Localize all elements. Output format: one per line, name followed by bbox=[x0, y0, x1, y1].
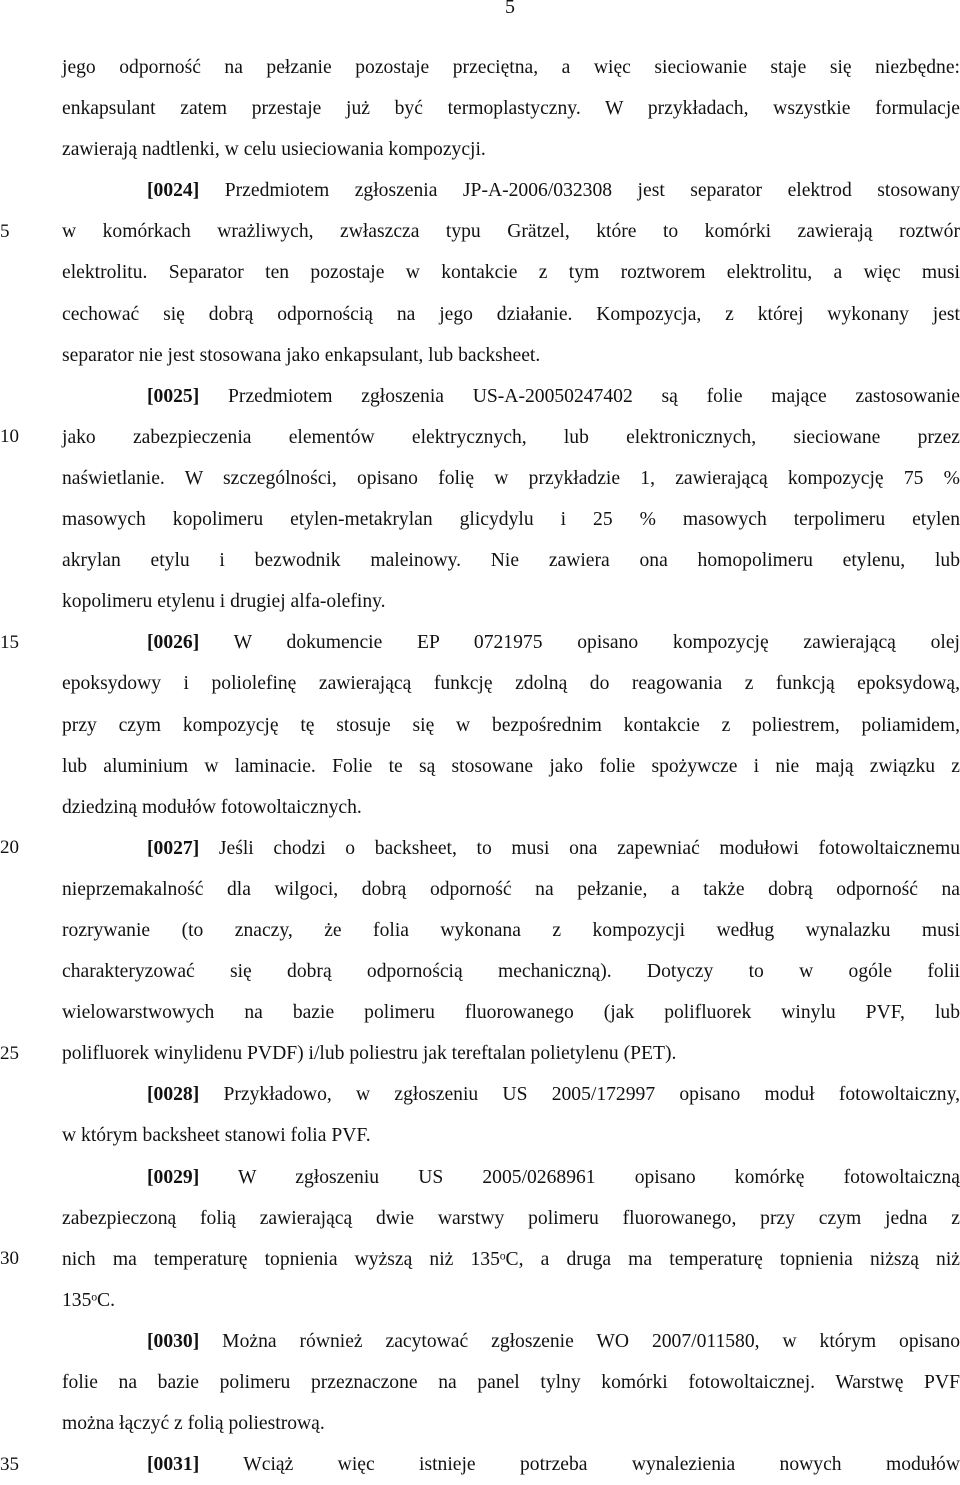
text-line bbox=[62, 1157, 960, 1198]
text-line bbox=[62, 1198, 960, 1239]
text-line bbox=[62, 705, 960, 746]
line-text: nich ma temperaturę topnienia wyższą niż 135ᵒC, a druga ma temperaturę topnienia niższą niż bbox=[62, 1248, 960, 1270]
paragraph-number: [0031] bbox=[147, 1454, 200, 1476]
line-text: W zgłoszeniu US 2005/0268961 opisano komórkę fotowoltaiczną bbox=[199, 1166, 960, 1188]
text-line bbox=[62, 540, 960, 581]
line-text: w którym backsheet stanowi folia PVF. bbox=[62, 1125, 371, 1147]
text-line bbox=[62, 869, 960, 910]
line-text: naświetlanie. W szczególności, opisano folię w przykładzie 1, zawierającą kompozycję 75 % bbox=[62, 467, 960, 489]
paragraph-number: [0028] bbox=[147, 1084, 200, 1106]
text-line bbox=[62, 1362, 960, 1403]
text-line bbox=[62, 458, 960, 499]
line-text: jego odporność na pełzanie pozostaje przeciętna, a więc sieciowanie staje się niezbędne: bbox=[62, 57, 960, 78]
text-line bbox=[62, 787, 960, 828]
text-line bbox=[62, 1444, 960, 1485]
line-text: charakteryzować się dobrą odpornością mechaniczną). Dotyczy to w ogóle folii bbox=[62, 961, 960, 983]
line-text: Można również zacytować zgłoszenie WO 2007/011580, w którym opisano bbox=[199, 1330, 960, 1352]
text-line bbox=[62, 746, 960, 787]
paragraph-number: [0027] bbox=[147, 837, 200, 859]
line-text: zawierają nadtlenki, w celu usieciowania kompozycji. bbox=[62, 139, 486, 161]
line-text: cechować się dobrą odpornością na jego działanie. Kompozycja, z której wykonany jest bbox=[62, 303, 960, 325]
margin-line-number: 35 bbox=[0, 1453, 19, 1475]
margin-line-number: 5 bbox=[0, 220, 10, 242]
text-line bbox=[62, 1321, 960, 1362]
line-text: elektrolitu. Separator ten pozostaje w kontakcie z tym roztworem elektrolitu, a więc musi bbox=[62, 262, 960, 284]
document-body bbox=[62, 47, 960, 1485]
text-line bbox=[62, 499, 960, 540]
text-line bbox=[62, 1074, 960, 1115]
paragraph-number: [0026] bbox=[147, 632, 200, 654]
text-line bbox=[62, 335, 960, 376]
line-text: można łączyć z folią poliestrową. bbox=[62, 1413, 325, 1435]
paragraph-number: [0029] bbox=[147, 1166, 200, 1188]
text-line bbox=[62, 47, 960, 88]
text-line bbox=[62, 1115, 960, 1156]
text-line bbox=[62, 376, 960, 417]
line-text: epoksydowy i poliolefinę zawierającą funkcję zdolną do reagowania z funkcją epoksydową, bbox=[62, 673, 960, 695]
line-text: zabezpieczoną folią zawierającą dwie warstwy polimeru fluorowanego, przy czym jedna z bbox=[62, 1207, 960, 1229]
paragraph-number: [0024] bbox=[147, 180, 200, 202]
text-line bbox=[62, 951, 960, 992]
text-line bbox=[62, 88, 960, 129]
text-line bbox=[62, 170, 960, 211]
page-number: 5 bbox=[505, 0, 515, 18]
line-text: separator nie jest stosowana jako enkapsulant, lub backsheet. bbox=[62, 344, 541, 366]
line-text: W dokumencie EP 0721975 opisano kompozycję zawierającą olej bbox=[199, 632, 960, 654]
line-text: masowych kopolimeru etylen-metakrylan glicydylu i 25 % masowych terpolimeru etylen bbox=[62, 509, 960, 531]
text-line bbox=[62, 1280, 960, 1321]
line-text: wielowarstwowych na bazie polimeru fluorowanego (jak polifluorek winylu PVF, lub bbox=[62, 1002, 960, 1024]
text-line bbox=[62, 1239, 960, 1280]
line-text: Wciąż więc istnieje potrzeba wynalezienia nowych modułów bbox=[199, 1454, 960, 1476]
margin-line-number: 30 bbox=[0, 1248, 19, 1270]
text-line bbox=[62, 417, 960, 458]
line-text: enkapsulant zatem przestaje już być termoplastyczny. W przykładach, wszystkie formulacje bbox=[62, 98, 960, 120]
margin-line-number: 15 bbox=[0, 631, 19, 653]
paragraph-number: [0030] bbox=[147, 1330, 200, 1352]
line-text: w komórkach wrażliwych, zwłaszcza typu Grätzel, które to komórki zawierają roztwór bbox=[62, 221, 960, 243]
line-text: folie na bazie polimeru przeznaczone na panel tylny komórki fotowoltaicznej. Warstwę PVF bbox=[62, 1372, 960, 1393]
text-line bbox=[62, 992, 960, 1033]
text-line bbox=[62, 910, 960, 951]
line-text: lub aluminium w laminacie. Folie te są stosowane jako folie spożywcze i nie mają związku z bbox=[62, 755, 960, 777]
text-line bbox=[62, 294, 960, 335]
line-text: akrylan etylu i bezwodnik maleinowy. Nie zawiera ona homopolimeru etylenu, lub bbox=[62, 550, 960, 572]
text-line bbox=[62, 828, 960, 869]
line-text: jako zabezpieczenia elementów elektrycznych, lub elektronicznych, sieciowane przez bbox=[62, 426, 960, 448]
line-text: nieprzemakalność dla wilgoci, dobrą odporność na pełzanie, a także dobrą odporność na bbox=[62, 878, 960, 900]
line-text: polifluorek winylidenu PVDF) i/lub poliestru jak tereftalan polietylenu (PET). bbox=[62, 1043, 677, 1065]
line-text: rozrywanie (to znaczy, że folia wykonana z kompozycji według wynalazku musi bbox=[62, 919, 960, 941]
text-line bbox=[62, 129, 960, 170]
margin-line-number: 25 bbox=[0, 1042, 19, 1064]
line-text: przy czym kompozycję tę stosuje się w bezpośrednim kontakcie z poliestrem, poliamidem, bbox=[62, 714, 960, 736]
line-text: 135ᵒC. bbox=[62, 1289, 116, 1311]
text-line bbox=[62, 663, 960, 704]
text-line bbox=[62, 1033, 960, 1074]
text-line bbox=[62, 252, 960, 293]
margin-line-numbers bbox=[0, 0, 40, 1475]
line-text: Przedmiotem zgłoszenia US-A-20050247402 są folie mające zastosowanie bbox=[199, 385, 960, 407]
margin-line-number: 20 bbox=[0, 837, 19, 859]
text-line bbox=[62, 622, 960, 663]
line-text: kopolimeru etylenu i drugiej alfa-olefiny. bbox=[62, 591, 386, 613]
paragraph-number: [0025] bbox=[147, 385, 200, 407]
text-line bbox=[62, 1403, 960, 1444]
line-text: Jeśli chodzi o backsheet, to musi ona zapewniać modułowi fotowoltaicznemu bbox=[199, 837, 960, 859]
line-text: Przedmiotem zgłoszenia JP-A-2006/032308 jest separator elektrod stosowany bbox=[199, 180, 960, 202]
line-text: Przykładowo, w zgłoszeniu US 2005/172997 opisano moduł fotowoltaiczny, bbox=[199, 1084, 960, 1106]
line-text: dziedziną modułów fotowoltaicznych. bbox=[62, 796, 362, 818]
margin-line-number: 10 bbox=[0, 426, 19, 448]
text-line bbox=[62, 211, 960, 252]
text-line bbox=[62, 581, 960, 622]
